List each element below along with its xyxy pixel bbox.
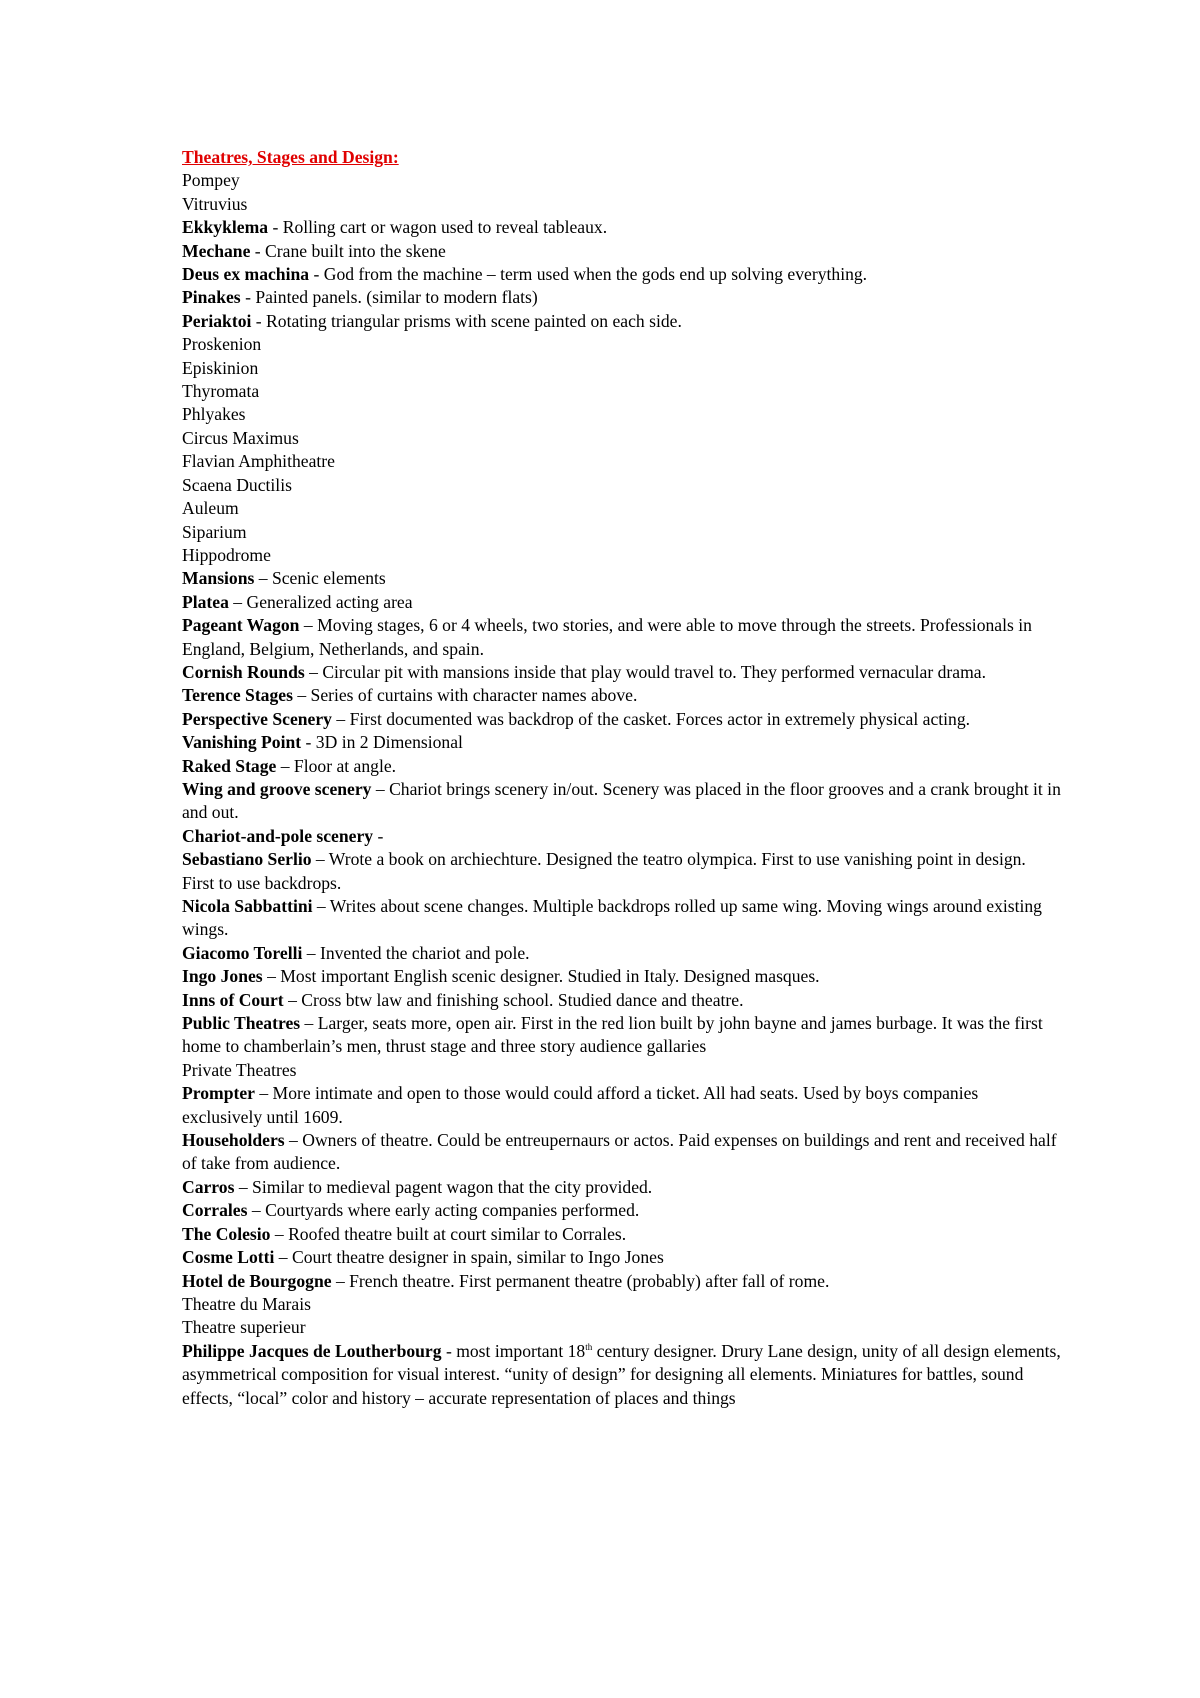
entry-text: – Writes about scene changes. Multiple backdrops rolled up same wing. Moving wings around existing wings. (182, 896, 1042, 940)
entry-text: - 3D in 2 Dimensional (301, 732, 463, 753)
entries-list (182, 169, 1062, 1339)
entry-line (182, 989, 1062, 1012)
entry-text: Scaena Ductilis (182, 474, 292, 495)
entry-term: Corrales (182, 1200, 248, 1221)
entry-text: – Generalized acting area (228, 591, 413, 612)
entry-text: – Circular pit with mansions inside that play would travel to. They performed vernacular drama. (304, 661, 986, 682)
entry-line (182, 474, 1062, 497)
entry-text: – Cross btw law and finishing school. Studied dance and theatre. (283, 989, 744, 1010)
entry-line (182, 778, 1062, 825)
entry-term: Platea (182, 591, 229, 612)
entry-term: Terence Stages (182, 685, 293, 706)
entry-term: Pinakes (182, 287, 241, 308)
entry-term: The Colesio (182, 1223, 271, 1244)
entry-text: – Court theatre designer in spain, similar to Ingo Jones (274, 1247, 664, 1268)
entry-text: Phlyakes (182, 404, 246, 425)
entry-line (182, 1012, 1062, 1059)
entry-text: - Rolling cart or wagon used to reveal tableaux. (268, 217, 608, 238)
entry-line (182, 1059, 1062, 1082)
entry-term: Wing and groove scenery (182, 778, 372, 799)
entry-term: Philippe Jacques de Loutherbourg (182, 1340, 442, 1361)
entry-text: – Wrote a book on archiechture. Designed the teatro olympica. First to use vanishing point in design. First to use backdrops. (182, 849, 1026, 893)
entry-text: Thyromata (182, 381, 260, 402)
entry-line (182, 895, 1062, 942)
entry-line (182, 380, 1062, 403)
entry-term: Householders (182, 1130, 285, 1151)
entry-text: Hippodrome (182, 544, 271, 565)
entry-line (182, 263, 1062, 286)
entry-line (182, 1270, 1062, 1293)
entry-text: – Courtyards where early acting companies performed. (247, 1200, 640, 1221)
entry-text: - most important 18 (441, 1340, 586, 1361)
entry-line (182, 286, 1062, 309)
entry-text: Episkinion (182, 357, 259, 378)
entry-term: Public Theatres (182, 1013, 301, 1034)
entry-term: Hotel de Bourgogne (182, 1270, 332, 1291)
entry-text: Flavian Amphitheatre (182, 451, 335, 472)
entry-term: Periaktoi (182, 310, 252, 331)
entry-text: Theatre du Marais (182, 1293, 311, 1314)
entry-text: - Painted panels. (similar to modern flats) (240, 287, 538, 308)
entry-line (182, 731, 1062, 754)
entry-line (182, 1223, 1062, 1246)
entry-term: Cosme Lotti (182, 1247, 275, 1268)
entry-line (182, 427, 1062, 450)
entry-line (182, 1246, 1062, 1269)
document-page (182, 146, 1062, 1410)
entry-text: – Chariot brings scenery in/out. Scenery was placed in the floor grooves and a crank brought it in and out. (182, 778, 1061, 823)
entry-text: Auleum (182, 498, 239, 519)
entry-text: – Similar to medieval pagent wagon that the city provided. (234, 1176, 653, 1197)
entry-text: - Crane built into the skene (250, 240, 446, 261)
entry-text: Private Theatres (182, 1059, 297, 1080)
entry-line (182, 521, 1062, 544)
entry-text: – Moving stages, 6 or 4 wheels, two stories, and were able to move through the streets. Professionals in England, Belgium, Netherlands, and spain. (182, 615, 1032, 659)
entry-line (182, 708, 1062, 731)
entry-text: - God from the machine – term used when the gods end up solving everything. (309, 264, 868, 285)
entry-line (182, 216, 1062, 239)
entry-line (182, 169, 1062, 192)
entry-line (182, 240, 1062, 263)
entry-text: century designer. Drury Lane design, unity of all design elements, asymmetrical composition for visual interest. “unity of design” for designing all elements. Miniatures for battles, sound effects, “local” color and history – accurate representation of places and things (182, 1340, 1061, 1408)
entry-text: – Floor at angle. (276, 755, 397, 776)
entry-term: Mansions (182, 568, 255, 589)
entry-line (182, 1293, 1062, 1316)
entry-term: Mechane (182, 240, 251, 261)
entry-text: – Roofed theatre built at court similar to Corrales. (270, 1223, 627, 1244)
entry-line (182, 848, 1062, 895)
entry-text: – Larger, seats more, open air. First in the red lion built by john bayne and james burbage. It was the first home to chamberlain’s men, thrust stage and three story audience gallaries (182, 1013, 1043, 1057)
entry-line (182, 310, 1062, 333)
entry-text: – Most important English scenic designer. Studied in Italy. Designed masques. (262, 966, 820, 987)
entry-text: – Invented the chariot and pole. (302, 942, 530, 963)
entry-line (182, 544, 1062, 567)
entry-text: – Owners of theatre. Could be entreupernaurs or actos. Paid expenses on buildings and rent and received half of take from audience. (182, 1130, 1057, 1174)
entry-term: Ingo Jones (182, 966, 263, 987)
entry-line (182, 684, 1062, 707)
ordinal-suffix: th (585, 1341, 593, 1352)
entry-line (182, 591, 1062, 614)
entry-term: Carros (182, 1176, 235, 1197)
entry-line (182, 357, 1062, 380)
entry-line (182, 1082, 1062, 1129)
entry-term: Raked Stage (182, 755, 277, 776)
entry-text: Pompey (182, 170, 240, 191)
document-title: Theatres, Stages and Design: (182, 147, 399, 167)
entry-term: Vanishing Point (182, 732, 302, 753)
entry-text: Proskenion (182, 334, 262, 355)
entry-text: – First documented was backdrop of the casket. Forces actor in extremely physical acting. (331, 708, 971, 729)
entry-text: – French theatre. First permanent theatre (probably) after fall of rome. (331, 1270, 830, 1291)
entry-line (182, 1129, 1062, 1176)
entry-text: - (373, 825, 384, 846)
entry-line (182, 567, 1062, 590)
entry-text: Circus Maximus (182, 427, 299, 448)
entry-term: Sebastiano Serlio (182, 849, 312, 870)
entry-text: Theatre superieur (182, 1317, 306, 1338)
entry-term: Ekkyklema (182, 217, 269, 238)
entry-text: – Series of curtains with character names above. (292, 685, 638, 706)
entry-line (182, 942, 1062, 965)
entry-line (182, 661, 1062, 684)
entry-line (182, 403, 1062, 426)
entry-line (182, 450, 1062, 473)
entry-term: Perspective Scenery (182, 708, 332, 729)
entry-line (182, 825, 1062, 848)
entry-line (182, 193, 1062, 216)
entry-line (182, 497, 1062, 520)
entry-line (182, 755, 1062, 778)
entry-line (182, 965, 1062, 988)
entry-term: Chariot-and-pole scenery (182, 825, 374, 846)
entry-text: Siparium (182, 521, 247, 542)
entry-line (182, 614, 1062, 661)
entry-term: Prompter (182, 1083, 255, 1104)
entry-term: Cornish Rounds (182, 661, 305, 682)
entry-term: Pageant Wagon (182, 615, 300, 636)
entry-term: Deus ex machina (182, 264, 310, 285)
entry-line (182, 1176, 1062, 1199)
entry-line (182, 1199, 1062, 1222)
entry-text: – More intimate and open to those would could afford a ticket. All had seats. Used by boys companies exclusively until 1609. (182, 1083, 979, 1127)
entry-term: Giacomo Torelli (182, 942, 303, 963)
entry-term: Nicola Sabbattini (182, 896, 313, 916)
entry-text: - Rotating triangular prisms with scene painted on each side. (251, 310, 682, 331)
entry-line (182, 1316, 1062, 1339)
entry-text: Vitruvius (182, 193, 248, 214)
entry-text: – Scenic elements (254, 568, 386, 589)
entry-line (182, 333, 1062, 356)
entry-term: Inns of Court (182, 989, 284, 1010)
entry-loutherbourg (182, 1340, 1062, 1410)
